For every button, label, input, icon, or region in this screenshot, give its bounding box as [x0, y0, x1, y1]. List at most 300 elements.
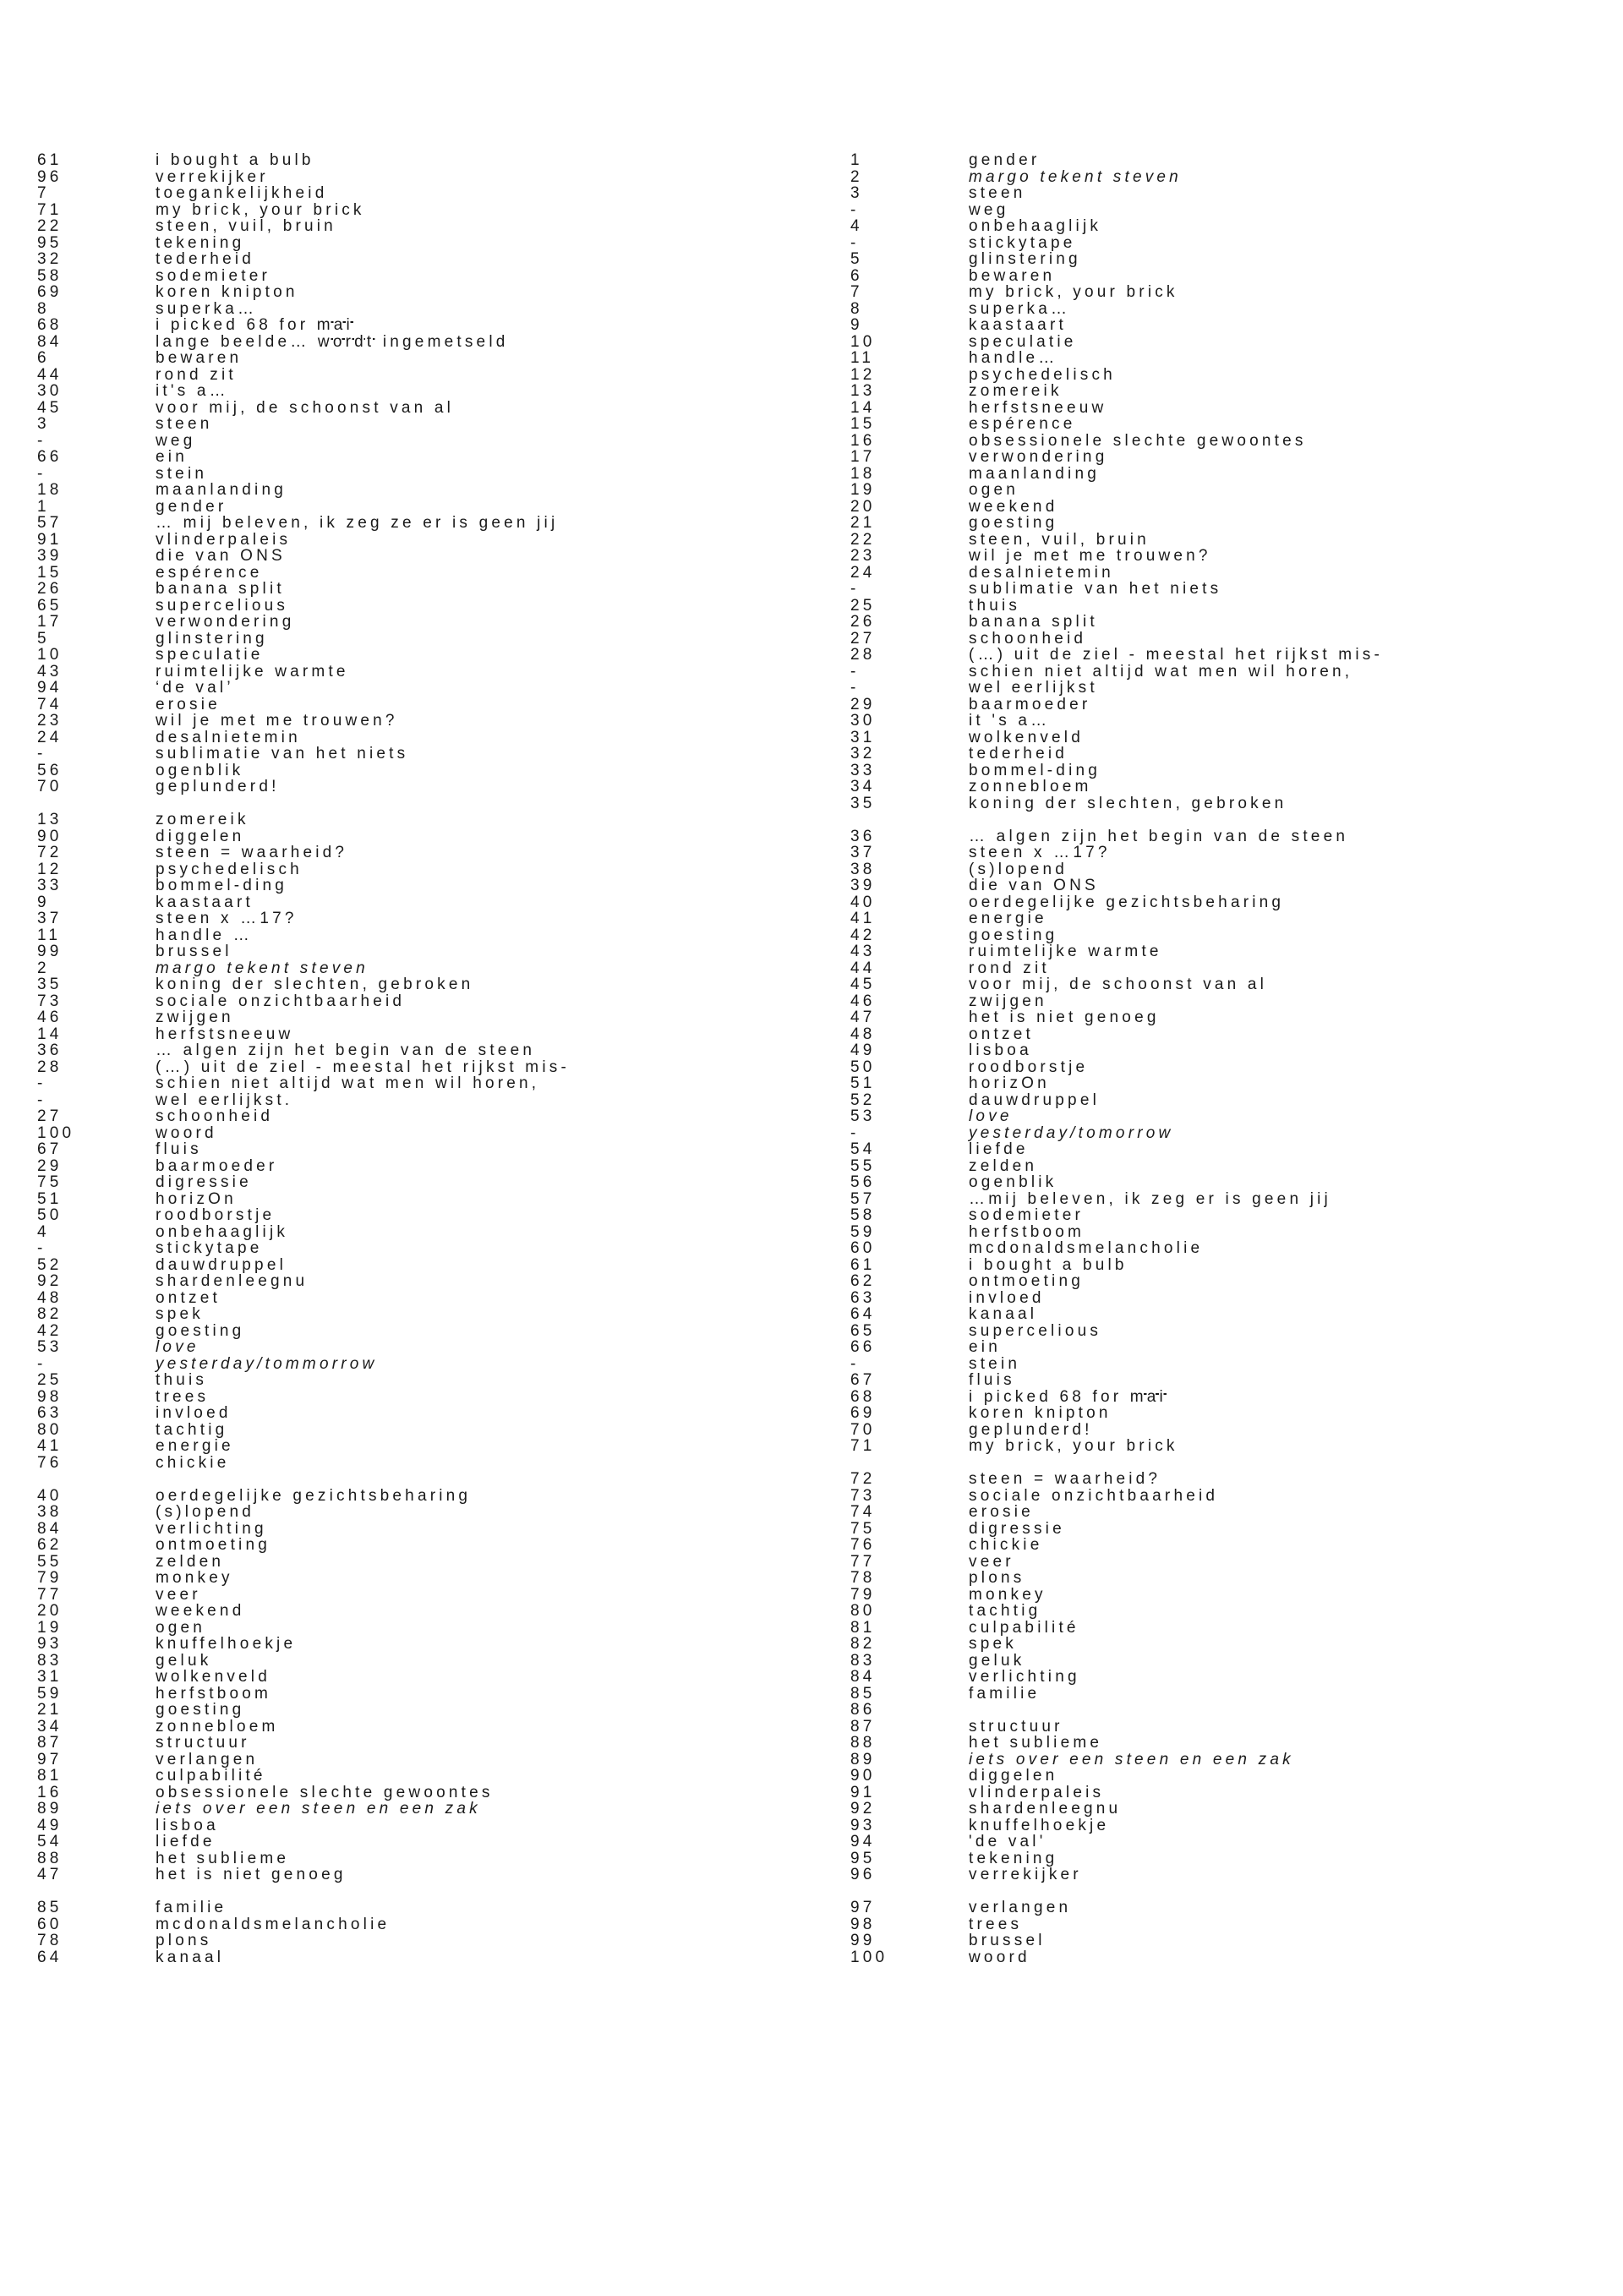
list-item [37, 1719, 798, 1736]
entry-text [969, 1174, 1057, 1191]
list-item [37, 482, 798, 499]
entry-number: 46 [850, 992, 876, 1010]
list-item [37, 1932, 798, 1949]
list-item [850, 763, 1611, 779]
list-item [850, 202, 1611, 219]
entry-number: 5 [37, 629, 50, 648]
entry-text-main: onbehaaglijk [969, 217, 1102, 235]
entry-number: 12 [850, 365, 876, 384]
entry-number: 71 [37, 200, 63, 219]
entry-text-main: het is niet genoeg [156, 1866, 347, 1883]
entry-text-main: sodemieter [969, 1206, 1084, 1224]
entry-number: 8 [37, 299, 50, 318]
entry-number: 26 [37, 580, 63, 598]
entry-text [156, 1867, 347, 1883]
entry-text-main: weg [969, 200, 1009, 219]
list-item [37, 185, 798, 202]
list-item [850, 877, 1611, 894]
entry-text-main: woord [156, 1123, 217, 1142]
list-item [37, 1158, 798, 1175]
entry-text [969, 1916, 1022, 1933]
list-item [37, 1009, 798, 1026]
entry-number: 46 [37, 1009, 63, 1026]
entry-text [969, 828, 1348, 845]
entry-text-main: roodborstje [156, 1206, 276, 1224]
entry-text-main: digressie [156, 1173, 252, 1191]
list-item [850, 680, 1611, 697]
entry-number: 49 [37, 1816, 63, 1834]
entry-text-main: steen = waarheid? [969, 1470, 1161, 1488]
entry-text-main: … algen zijn het begin van de steen [156, 1041, 536, 1059]
entry-text [156, 1785, 494, 1801]
entry-text [156, 894, 254, 911]
list-item [850, 532, 1611, 549]
entry-number: 9 [850, 316, 863, 334]
entry-text-main: steen x …17? [156, 910, 298, 927]
entry-text [156, 812, 249, 828]
entry-text-main: goesting [969, 926, 1058, 944]
entry-text [156, 1669, 270, 1686]
list-item [37, 960, 798, 977]
entry-text-main: onbehaaglijk [156, 1222, 289, 1241]
entry-text-main: ein [156, 448, 188, 466]
entry-text-main: invloed [156, 1404, 232, 1422]
list-item [37, 218, 798, 235]
right-column [850, 152, 1611, 1965]
list-item [37, 993, 798, 1010]
entry-text-main: steen = waarheid? [156, 844, 348, 861]
entry-text-main: vlinderpaleis [969, 1783, 1105, 1801]
entry-number: 47 [37, 1866, 63, 1883]
list-item [850, 1900, 1611, 1916]
entry-text [156, 334, 509, 351]
entry-text [969, 795, 1287, 812]
entry-number: 52 [37, 1255, 63, 1274]
entry-text-main: glinstering [156, 629, 268, 648]
entry-number: 30 [850, 712, 876, 730]
entry-text-main: ogen [156, 1618, 206, 1637]
entry-text-main: wel eerlijkst. [156, 1091, 293, 1109]
entry-text-main: tederheid [969, 745, 1068, 763]
entry-number: 40 [37, 1486, 63, 1505]
list-item [37, 1438, 798, 1455]
list-item [37, 317, 798, 334]
entry-text-main: koren knipton [156, 283, 298, 301]
list-item [37, 1686, 798, 1703]
entry-text-main: goesting [156, 1701, 245, 1719]
list-item [37, 697, 798, 713]
entry-text [156, 1405, 232, 1422]
entry-number: - [37, 1074, 46, 1092]
entry-number: 97 [37, 1750, 63, 1768]
entry-number: 33 [37, 877, 63, 894]
list-item [37, 1834, 798, 1850]
entry-text [969, 433, 1307, 450]
entry-text-main: love [969, 1107, 1013, 1125]
entry-text-main: ontmoeting [156, 1536, 271, 1554]
entry-number: 84 [37, 1519, 63, 1538]
list-item [37, 1207, 798, 1224]
list-item [850, 1752, 1611, 1768]
entry-number: 21 [850, 514, 876, 532]
entry-number: 66 [37, 448, 63, 466]
list-item [37, 383, 798, 400]
list-item [850, 350, 1611, 367]
entry-text [969, 1587, 1046, 1604]
entry-text [969, 1554, 1014, 1571]
list-item [850, 1075, 1611, 1092]
list-item [850, 1636, 1611, 1653]
entry-text-main: toegankelijkheid [156, 184, 328, 202]
entry-number: - [850, 679, 860, 697]
list-item [850, 449, 1611, 466]
entry-number: 27 [37, 1107, 63, 1125]
list-item [37, 1125, 798, 1142]
entry-text [969, 449, 1107, 466]
entry-number: 51 [37, 1189, 63, 1208]
entry-text-main: supercelious [969, 1321, 1102, 1340]
list-item [37, 943, 798, 960]
entry-text-main: verlichting [156, 1519, 267, 1538]
entry-text-main: glinstering [969, 250, 1081, 268]
entry-number: - [850, 200, 860, 219]
entry-number: 98 [850, 1915, 876, 1933]
entry-text-main: shardenleegnu [156, 1272, 309, 1290]
entry-number: 23 [37, 712, 63, 730]
list-item [850, 664, 1611, 681]
list-item [37, 1372, 798, 1389]
entry-text-main: … mij beleven, ik zeg ze er is geen jij [156, 514, 559, 532]
entry-text [156, 1686, 271, 1703]
entry-number: - [850, 233, 860, 252]
entry-number: 68 [850, 1387, 876, 1406]
entry-text [969, 367, 1116, 384]
entry-number: 96 [850, 1866, 876, 1883]
list-item [37, 1752, 798, 1768]
entry-text [969, 334, 1077, 351]
entry-text [156, 548, 286, 565]
list-item [850, 235, 1611, 252]
entry-text-main: maanlanding [156, 481, 287, 499]
entry-text [156, 515, 558, 532]
list-item [37, 449, 798, 466]
entry-number: 47 [850, 1009, 876, 1026]
entry-text [969, 1356, 1020, 1373]
entry-text [156, 1158, 277, 1175]
entry-text-main: kanaal [156, 1948, 225, 1966]
entry-text-main: liefde [969, 1140, 1029, 1158]
entry-number: 3 [37, 415, 50, 433]
list-item [37, 532, 798, 549]
entry-text-main: wil je met me trouwen? [969, 547, 1211, 565]
entry-text [969, 1141, 1029, 1158]
list-item [850, 631, 1611, 648]
entry-text-main: i picked 68 for [969, 1387, 1130, 1406]
entry-text-main: gender [156, 497, 227, 516]
entry-text [156, 1949, 224, 1966]
entry-text-main: schien niet altijd wat men wil horen, [969, 662, 1353, 681]
entry-number: 45 [850, 976, 876, 993]
entry-number: 97 [850, 1899, 876, 1916]
entry-text [156, 169, 269, 186]
entry-text [969, 927, 1057, 944]
entry-text-main: trees [156, 1387, 210, 1406]
entry-text-main: koning der slechten, gebroken [969, 794, 1287, 812]
list-item [37, 1141, 798, 1158]
entry-text [969, 910, 1047, 927]
entry-text [969, 877, 1099, 894]
entry-number: 22 [850, 530, 876, 549]
entry-number: 11 [850, 349, 875, 367]
entry-number: 40 [850, 893, 876, 911]
list-item [850, 466, 1611, 483]
entry-number: 8 [850, 299, 863, 318]
list-item [37, 350, 798, 367]
entry-number: 92 [850, 1800, 876, 1818]
entry-text [969, 1867, 1082, 1883]
entry-text [156, 664, 349, 681]
entry-text-main: veer [156, 1585, 201, 1604]
entry-text [156, 845, 347, 861]
entry-number: 89 [37, 1800, 63, 1818]
list-item [850, 614, 1611, 631]
entry-text [156, 1537, 270, 1554]
entry-text-main: (s)lopend [969, 860, 1068, 878]
entry-text [156, 1521, 267, 1538]
entry-text-main: desalnietemin [969, 563, 1114, 582]
entry-text [156, 251, 254, 268]
entry-text [156, 1257, 287, 1274]
list-item [850, 1834, 1611, 1850]
entry-number: 93 [850, 1816, 876, 1834]
entry-text [156, 1092, 292, 1109]
entry-text-main: structuur [156, 1734, 250, 1752]
entry-text [969, 1785, 1104, 1801]
entry-text [969, 1125, 1173, 1142]
entry-text-main: wel eerlijkst [969, 679, 1098, 697]
list-item [37, 730, 798, 746]
list-item [850, 993, 1611, 1010]
entry-text-main: rond zit [156, 365, 237, 384]
entry-number: - [850, 1123, 860, 1142]
entry-number: 51 [850, 1074, 876, 1092]
entry-text [969, 268, 1055, 285]
list-item [37, 1900, 798, 1916]
entry-number: 57 [850, 1189, 876, 1208]
list-item [850, 416, 1611, 433]
entry-text [969, 894, 1284, 911]
entry-text-main: it's a… [156, 382, 229, 400]
entry-text [156, 284, 298, 301]
entry-text-main: i picked 68 for [156, 316, 317, 334]
entry-text-main: weekend [969, 497, 1058, 516]
entry-number: 75 [850, 1519, 876, 1538]
entry-number: - [37, 1091, 46, 1109]
entry-number: 32 [850, 745, 876, 763]
entry-text [156, 466, 207, 483]
list-item [37, 877, 798, 894]
entry-text-main: voor mij, de schoonst van al [156, 398, 455, 417]
entry-text [156, 779, 280, 795]
entry-text-main: yesterday/tomorrow [969, 1123, 1174, 1142]
entry-number: 4 [850, 217, 863, 235]
entry-text-main: wolkenveld [156, 1668, 270, 1686]
entry-text [156, 861, 303, 878]
entry-number: 65 [37, 596, 63, 615]
entry-text-main: zonnebloem [969, 778, 1092, 795]
entry-text [156, 1306, 204, 1323]
entry-text-main: koning der slechten, gebroken [156, 976, 474, 993]
list-item [850, 499, 1611, 516]
entry-text [969, 185, 1025, 202]
entry-text [156, 1900, 227, 1916]
entry-text [969, 1752, 1294, 1768]
entry-number: - [37, 431, 46, 450]
entry-text-main: spek [969, 1635, 1017, 1653]
list-item [850, 1125, 1611, 1142]
list-item [850, 1422, 1611, 1439]
entry-text-main: herfstboom [969, 1222, 1085, 1241]
list-item [850, 152, 1611, 169]
list-item [37, 1191, 798, 1208]
entry-text-main: vlinderpaleis [156, 530, 292, 549]
list-item [850, 746, 1611, 763]
entry-number: 57 [37, 514, 63, 532]
entry-number: 78 [850, 1569, 876, 1587]
list-item [850, 1389, 1611, 1406]
list-item [850, 1818, 1611, 1834]
entry-text [156, 400, 454, 417]
entry-text [969, 697, 1090, 713]
entry-text [156, 828, 244, 845]
list-item [850, 1702, 1611, 1719]
entry-text [969, 400, 1107, 417]
entry-text [969, 1900, 1071, 1916]
entry-number: 31 [37, 1668, 63, 1686]
entry-text [969, 152, 1040, 169]
entry-text [156, 910, 298, 927]
list-item [850, 976, 1611, 993]
entry-number: 53 [850, 1107, 876, 1125]
entry-text-main: ogen [969, 481, 1019, 499]
list-item [850, 1768, 1611, 1785]
entry-text [969, 993, 1047, 1010]
entry-text-main: sublimatie van het niets [969, 580, 1222, 598]
entry-number: 1 [37, 497, 50, 516]
list-item [37, 235, 798, 252]
list-item [37, 1603, 798, 1620]
entry-text [969, 466, 1100, 483]
list-item [37, 1702, 798, 1719]
entry-text [156, 202, 365, 219]
entry-text-main: baarmoeder [969, 695, 1091, 713]
entry-number: 85 [850, 1684, 876, 1703]
list-item [850, 400, 1611, 417]
entry-text-main: my brick, your brick [156, 200, 365, 219]
entry-text [156, 1273, 308, 1290]
list-item [37, 367, 798, 384]
list-item [850, 1438, 1611, 1455]
entry-number: 92 [37, 1272, 63, 1290]
list-item [850, 1867, 1611, 1883]
list-item [850, 1653, 1611, 1670]
entry-number: 74 [37, 695, 63, 713]
entry-text [156, 152, 314, 169]
entry-number: 64 [850, 1305, 876, 1323]
entry-text [156, 1108, 273, 1125]
entry-text-main: ruimtelijke warmte [969, 943, 1162, 960]
entry-text-main: steen, vuil, bruin [156, 217, 336, 235]
entry-number: 91 [850, 1783, 876, 1801]
list-item [850, 1092, 1611, 1109]
entry-text-main: plons [969, 1569, 1025, 1587]
list-item [37, 1389, 798, 1406]
entry-number: - [37, 1239, 46, 1257]
list-item [37, 1026, 798, 1043]
entry-text [156, 1752, 258, 1768]
entry-number: 29 [37, 1156, 63, 1175]
list-item [850, 383, 1611, 400]
entry-number: 90 [850, 1767, 876, 1785]
list-item [850, 779, 1611, 795]
entry-text [969, 1224, 1085, 1241]
list-item [37, 1224, 798, 1241]
entry-text-main: familie [156, 1899, 227, 1916]
entry-text-main: shardenleegnu [969, 1800, 1122, 1818]
entry-text-main: obsessionele slechte gewoontes [156, 1783, 494, 1801]
entry-text [156, 350, 242, 367]
entry-number: 27 [850, 629, 876, 648]
entry-text-main: verwondering [969, 448, 1108, 466]
entry-text [156, 1768, 266, 1785]
entry-text [156, 1240, 262, 1257]
entry-text-main: …mij beleven, ik zeg er is geen jij [969, 1189, 1331, 1208]
entry-text [156, 614, 294, 631]
entry-text-main: (…) uit de ziel - meestal het rijkst mis- [156, 1058, 570, 1076]
entry-number: 48 [850, 1025, 876, 1043]
entry-text-main: het sublieme [969, 1734, 1103, 1752]
entry-number: 20 [37, 1602, 63, 1620]
entry-text-main: digressie [969, 1519, 1065, 1538]
entry-text-main: sociale onzichtbaarheid [156, 992, 406, 1010]
entry-text-main: ein [969, 1338, 1001, 1356]
entry-text [156, 1620, 205, 1637]
entry-text-main: lisboa [969, 1041, 1032, 1059]
entry-number: 59 [37, 1684, 63, 1703]
entry-text-main: monkey [156, 1569, 233, 1587]
entry-number: 55 [850, 1156, 876, 1175]
list-item [850, 1306, 1611, 1323]
list-item [850, 1207, 1611, 1224]
entry-number: 91 [37, 530, 63, 549]
entry-text [969, 598, 1020, 615]
entry-text-main: chickie [156, 1453, 230, 1472]
entry-number: 21 [37, 1701, 63, 1719]
entry-text [969, 499, 1057, 516]
entry-number: 50 [850, 1058, 876, 1076]
list-item [850, 548, 1611, 565]
entry-text-main: chickie [969, 1536, 1043, 1554]
entry-text [156, 943, 232, 960]
list-item [37, 713, 798, 730]
list-item [850, 515, 1611, 532]
list-item [37, 1850, 798, 1867]
list-item [850, 1059, 1611, 1076]
entry-group [37, 1488, 798, 1883]
entry-text-main: geluk [969, 1651, 1025, 1670]
list-item [850, 268, 1611, 285]
entry-number: 73 [37, 992, 63, 1010]
